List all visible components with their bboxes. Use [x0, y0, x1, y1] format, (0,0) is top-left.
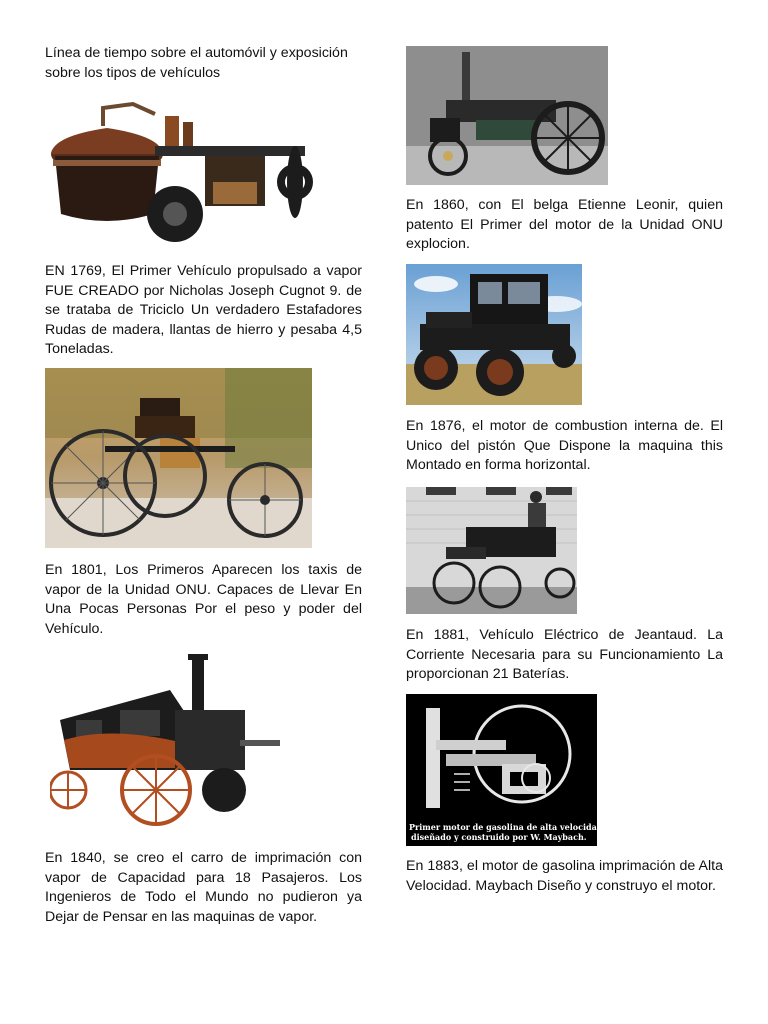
entry-1860-text: En 1860, con El belga Etienne Leonir, quien patento El Primer del motor de la Unidad ONU explocion. — [406, 197, 723, 252]
page-title: Línea de tiempo sobre el automóvil y exposición sobre los tipos de vehículos — [45, 45, 348, 81]
vintage-car-image — [406, 264, 582, 405]
image-caption-line-2: diseñado y construido por W. Maybach. — [411, 832, 587, 842]
left-column — [45, 44, 362, 83]
maybach-engine-image — [406, 694, 603, 846]
entry-1840-text: En 1840, se creo el carro de imprimación con vapor de Capacidad para 18 Pasajeros. Los Ingenieros de Todo el Mundo no pudieron ya Dejar de Pensar en las maquinas de vapor. — [45, 850, 362, 925]
entry-1801-text: En 1801, Los Primeros Aparecen los taxis de vapor de la Unidad ONU. Capaces de Llevar En Una Pocas Personas Por el peso y poder del Vehículo. — [45, 562, 362, 637]
steam-tricycle-image — [45, 96, 315, 248]
electric-vehicle-image — [406, 487, 577, 614]
entry-1881-text: En 1881, Vehículo Eléctrico de Jeantaud. La Corriente Necesaria para su Funcionamiento La proporcionan 21 Baterías. — [406, 627, 723, 682]
lenoir-vehicle-image — [406, 46, 608, 185]
entry-1876-text: En 1876, el motor de combustion interna de. El Unico del pistón Que Dispone la maquina this Montado en forma horizontal. — [406, 418, 723, 473]
entry-1769-text: EN 1769, El Primer Vehículo propulsado a vapor FUE CREADO por Nicholas Joseph Cugnot 9. de se trataba de Triciclo Un verdadero Estafadores Rudas de madera, llantas de hierro y pesaba 4,5 Toneladas. — [45, 263, 362, 357]
entry-1883-text: En 1883, el motor de gasolina imprimación de Alta Velocidad. Maybach Diseño y construyo el motor. — [406, 858, 723, 894]
motor-tricycle-image — [45, 368, 312, 548]
steam-carriage-image — [50, 650, 290, 832]
image-caption-line-1: Primer motor de gasolina de alta velocidad — [409, 822, 603, 832]
